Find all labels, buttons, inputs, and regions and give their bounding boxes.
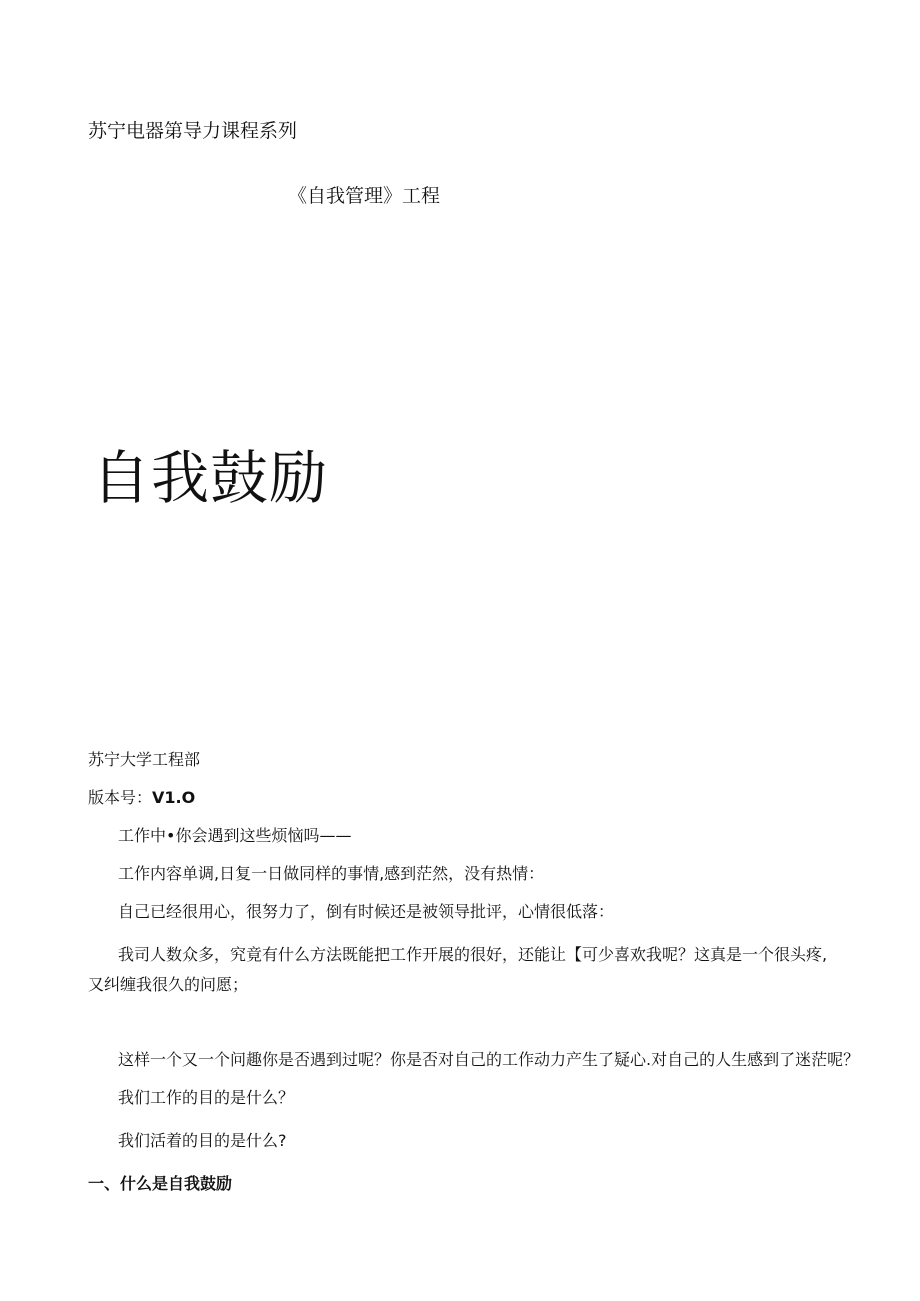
version-label: 版本号： bbox=[88, 788, 153, 807]
paragraph-concern-1: 工作内容单调,日复一日做同样的事情,感到茫然，没有热情： bbox=[118, 864, 545, 883]
paragraph-concern-2: 自己已经很用心，很努力了，倒有时候还是被领导批评，心情很低落： bbox=[118, 902, 615, 921]
page-title: 自我鼓励 bbox=[92, 444, 329, 512]
department-label: 苏宁大学工程部 bbox=[88, 750, 201, 769]
paragraph-work-purpose: 我们工作的目的是什么？ bbox=[118, 1088, 295, 1107]
project-title: 《自我管理》工程 bbox=[288, 185, 441, 207]
series-title: 苏宁电器第导力课程系列 bbox=[88, 120, 298, 142]
paragraph-life-purpose: 我们活着的目的是什么? bbox=[118, 1131, 287, 1150]
version-value: V1.O bbox=[152, 788, 196, 807]
version-line bbox=[88, 788, 195, 808]
paragraph-question: 这样一个又一个问趣你是否遇到过呢？你是否对自己的工作动力产生了疑心.对自己的人生感到了迷茫呢？ bbox=[118, 1050, 860, 1069]
paragraph-intro: 工作中•你会遇到这些烦恼吗—— bbox=[118, 826, 352, 845]
section-heading: 一、什么是自我鼓励 bbox=[88, 1174, 233, 1193]
paragraph-concern-3: 我司人数众多，究竟有什么方法既能把工作开展的很好，还能让【可少喜欢我呢？这真是一个很头疼,又纠缠我很久的问愿； bbox=[88, 945, 828, 994]
